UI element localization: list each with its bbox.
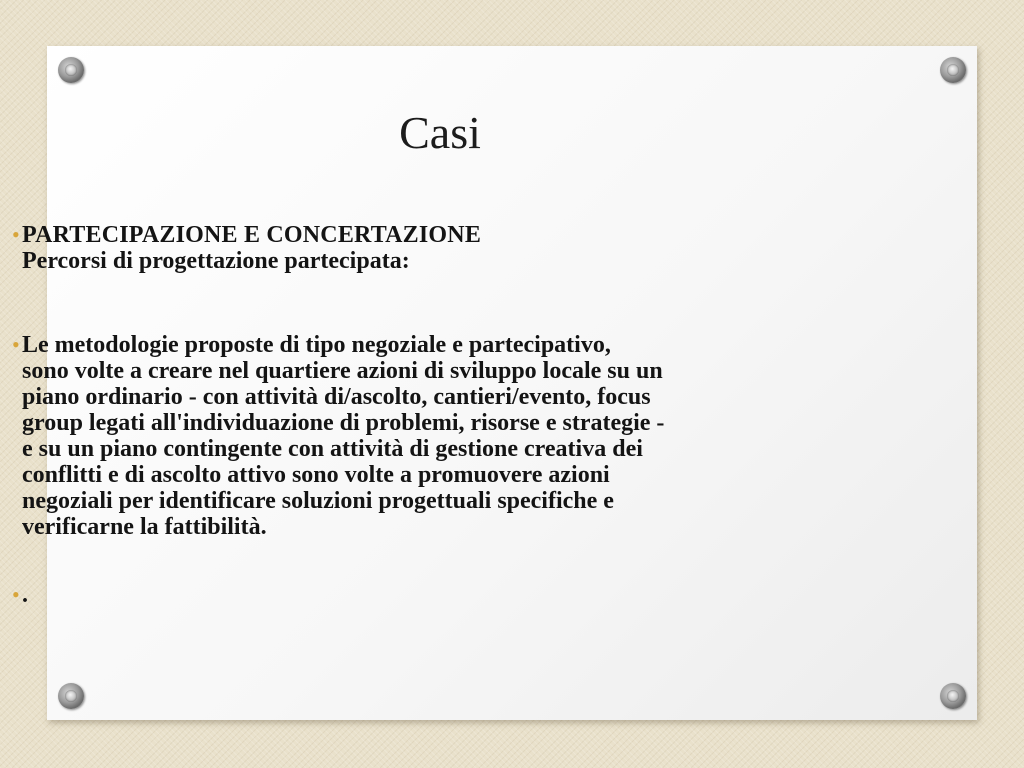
bullet-item <box>8 582 868 608</box>
bullet-dot-icon: • <box>12 222 20 247</box>
slide-title: Casi <box>399 107 481 158</box>
rivet-bottom-left-icon <box>58 683 84 709</box>
bullet-dot-icon: • <box>12 332 20 357</box>
empty-bullet-text: . <box>22 582 28 608</box>
bullet-item <box>8 332 868 540</box>
rivet-top-left-icon <box>58 57 84 83</box>
section-subheading: Percorsi di progettazione partecipata: <box>22 248 410 274</box>
methodology-paragraph: Le metodologie proposte di tipo negoziale e partecipativo, sono volte a creare nel quartiere azioni di sviluppo locale su un piano ordinario - con attività di/ascolto, cantieri/evento, focus group legati all'individuazione di problemi, risorse e strategie - e su un piano contingente con attività di gestione creativa dei conflitti e di ascolto attivo sono volte a promuovere azioni negoziali per identificare soluzioni progettuali specifiche e verificarne la fattibilità. <box>22 332 665 540</box>
rivet-bottom-right-icon <box>940 683 966 709</box>
slide-content <box>8 222 868 608</box>
bullet-item <box>8 222 868 274</box>
rivet-top-right-icon <box>940 57 966 83</box>
bullet-dot-icon: • <box>12 582 20 607</box>
section-heading: PARTECIPAZIONE E CONCERTAZIONE <box>22 222 482 248</box>
